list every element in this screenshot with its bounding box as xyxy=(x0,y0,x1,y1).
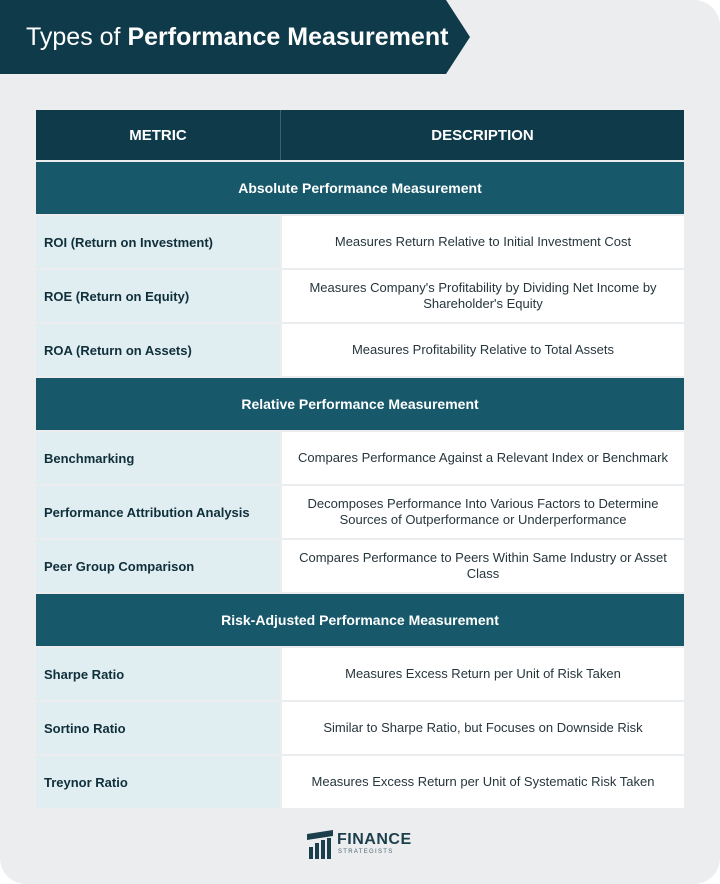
description-column-header: DESCRIPTION xyxy=(431,126,534,144)
table-row xyxy=(36,538,684,592)
metric-cell: Performance Attribution Analysis xyxy=(36,486,280,538)
description-cell: Compares Performance Against a Relevant Index or Benchmark xyxy=(280,432,684,484)
table-row xyxy=(36,214,684,268)
metric-cell: Sharpe Ratio xyxy=(36,648,280,700)
table-row xyxy=(36,646,684,700)
description-cell: Decomposes Performance Into Various Factors to Determine Sources of Outperformance or Underperformance xyxy=(280,486,684,538)
logo-wordmark-top: FINANCE xyxy=(337,831,412,848)
metric-column-header: METRIC xyxy=(36,110,281,160)
metrics-table xyxy=(36,110,684,808)
description-cell: Measures Profitability Relative to Total Assets xyxy=(280,324,684,376)
table-row xyxy=(36,754,684,808)
finance-strategists-logo-icon xyxy=(307,830,335,860)
page-title xyxy=(26,0,448,74)
description-cell: Measures Excess Return per Unit of Systematic Risk Taken xyxy=(280,756,684,808)
finance-strategists-logo xyxy=(307,830,427,860)
table-row xyxy=(36,430,684,484)
table-row xyxy=(36,484,684,538)
description-cell: Compares Performance to Peers Within Same Industry or Asset Class xyxy=(280,540,684,592)
table-row xyxy=(36,322,684,376)
page-title-bold: Performance Measurement xyxy=(127,23,449,51)
metric-cell: Peer Group Comparison xyxy=(36,540,280,592)
section-header-relative: Relative Performance Measurement xyxy=(36,376,684,430)
metric-cell: ROE (Return on Equity) xyxy=(36,270,280,322)
table-header xyxy=(36,110,684,160)
title-banner xyxy=(0,0,470,74)
page-title-light: Types of xyxy=(26,23,128,51)
table-row xyxy=(36,268,684,322)
description-cell: Similar to Sharpe Ratio, but Focuses on Downside Risk xyxy=(280,702,684,754)
description-cell: Measures Excess Return per Unit of Risk Taken xyxy=(280,648,684,700)
metric-cell: Treynor Ratio xyxy=(36,756,280,808)
metric-cell: ROA (Return on Assets) xyxy=(36,324,280,376)
description-cell: Measures Company's Profitability by Dividing Net Income by Shareholder's Equity xyxy=(280,270,684,322)
section-header-absolute: Absolute Performance Measurement xyxy=(36,160,684,214)
section-header-risk-adjusted: Risk-Adjusted Performance Measurement xyxy=(36,592,684,646)
metric-cell: Benchmarking xyxy=(36,432,280,484)
table-row xyxy=(36,700,684,754)
logo-wordmark-bottom: STRATEGISTS xyxy=(338,849,394,855)
metric-cell: ROI (Return on Investment) xyxy=(36,216,280,268)
description-cell: Measures Return Relative to Initial Investment Cost xyxy=(280,216,684,268)
metric-cell: Sortino Ratio xyxy=(36,702,280,754)
